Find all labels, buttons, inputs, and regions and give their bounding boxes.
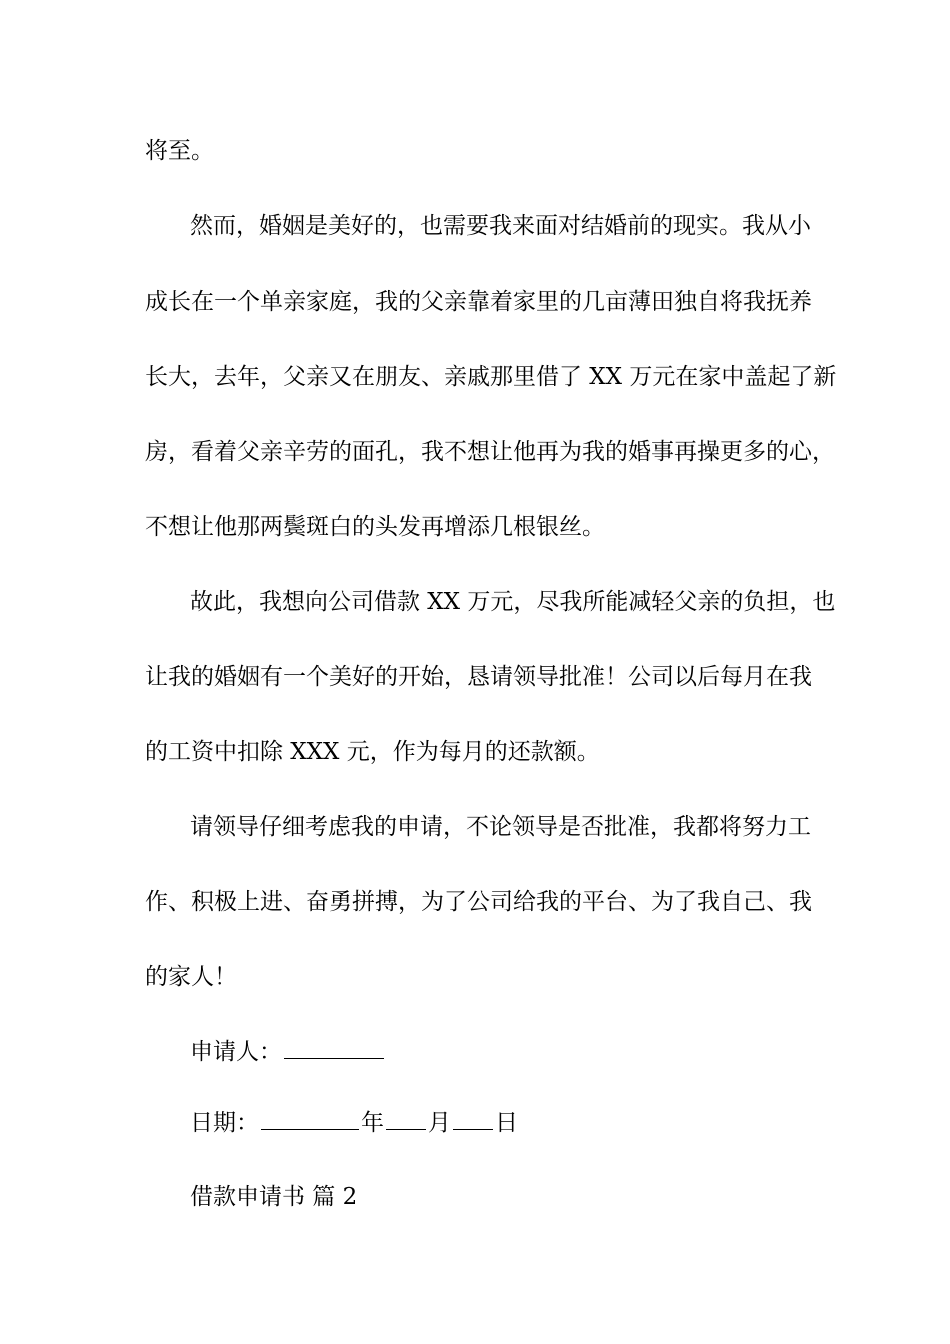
applicant-blank[interactable] — [284, 1038, 384, 1059]
day-label: 日 — [495, 1110, 518, 1136]
paragraph-line: 不想让他那两鬓斑白的头发再增添几根银丝。 — [145, 514, 605, 540]
paragraph-line: 成长在一个单亲家庭，我的父亲靠着家里的几亩薄田独自将我抚养 — [145, 289, 812, 315]
paragraph-line: 长大，去年，父亲又在朋友、亲戚那里借了 XX 万元在家中盖起了新 — [145, 364, 837, 390]
paragraph-line: 将至。 — [145, 138, 214, 164]
day-blank[interactable] — [453, 1109, 493, 1130]
paragraph-line: 房，看着父亲辛劳的面孔，我不想让他再为我的婚事再操更多的心， — [145, 439, 835, 465]
month-label: 月 — [428, 1110, 451, 1136]
year-label: 年 — [361, 1110, 384, 1136]
month-blank[interactable] — [386, 1109, 426, 1130]
paragraph-line: 的家人！ — [145, 964, 237, 990]
paragraph-line: 让我的婚姻有一个美好的开始，恳请领导批准！公司以后每月在我 — [145, 664, 812, 690]
paragraph-line: 然而，婚姻是美好的，也需要我来面对结婚前的现实。我从小 — [190, 213, 811, 239]
applicant-line — [190, 1037, 386, 1067]
paragraph-line: 请领导仔细考虑我的申请，不论领导是否批准，我都将努力工 — [190, 814, 811, 840]
year-blank[interactable] — [261, 1109, 359, 1130]
paragraph-line: 作、积极上进、奋勇拼搏，为了公司给我的平台、为了我自己、我 — [145, 889, 812, 915]
section-title: 借款申请书 篇 2 — [190, 1184, 358, 1210]
paragraph-line: 故此，我想向公司借款 XX 万元，尽我所能减轻父亲的负担，也 — [190, 589, 836, 615]
date-label: 日期： — [190, 1110, 259, 1136]
paragraph-line: 的工资中扣除 XXX 元，作为每月的还款额。 — [145, 739, 600, 765]
applicant-label: 申请人： — [190, 1039, 282, 1065]
date-line — [190, 1108, 518, 1138]
